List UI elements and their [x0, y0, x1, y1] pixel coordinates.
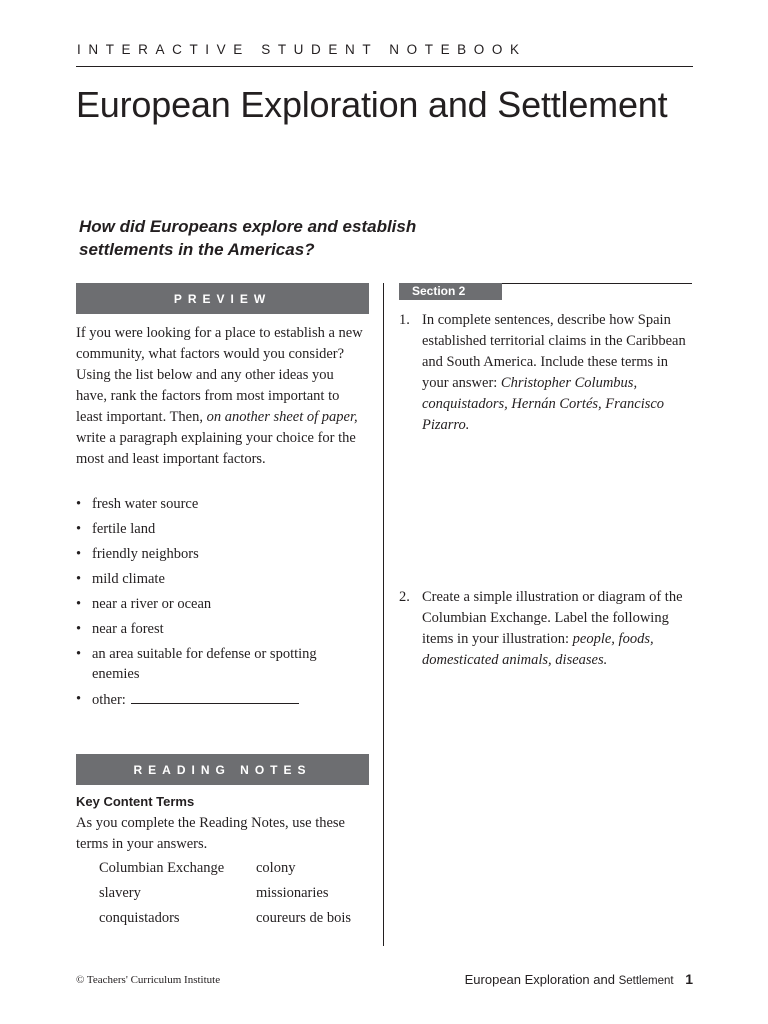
question-2 [399, 587, 692, 671]
question-terms: people, foods, domesticated animals, diseases. [422, 631, 654, 668]
key-term: colony [256, 860, 296, 876]
footer-title-main: European Exploration and [464, 972, 615, 987]
other-label: other: [92, 692, 126, 708]
footer-title-end: Settlement [618, 975, 674, 987]
notebook-kicker: INTERACTIVE STUDENT NOTEBOOK [77, 42, 527, 57]
list-item-other [76, 689, 366, 710]
list-item: • friendly neighbors [76, 544, 366, 564]
factor-list [76, 494, 366, 715]
preview-text-start: If you were looking for a place to establish a new community, what factors would you consider? Using the list below and any other ideas you have, rank the factors from most important to least important. Then, [76, 325, 363, 425]
column-divider [383, 283, 384, 946]
question-text: In complete sentences, describe how Spain established territorial claims in the Caribbean and South America. Include these terms in your answer: [422, 312, 686, 391]
key-terms-grid [99, 858, 386, 929]
key-term: coureurs de bois [256, 910, 352, 926]
essential-question: How did Europeans explore and establish settlements in the Americas? [79, 217, 417, 259]
list-item: • an area suitable for defense or spotting enemies [76, 644, 366, 684]
list-item: • near a river or ocean [76, 594, 366, 614]
preview-bar: PREVIEW [76, 283, 369, 314]
page-number: 1 [685, 971, 693, 987]
list-item: • fresh water source [76, 494, 366, 514]
copyright: © Teachers' Curriculum Institute [76, 974, 221, 986]
reading-notes-bar: READING NOTES [76, 754, 369, 785]
footer-title [465, 971, 693, 987]
key-terms-intro: As you complete the Reading Notes, use these terms in your answers. [76, 815, 345, 852]
section-tab: Section 2 [399, 283, 502, 300]
preview-text-end: write a paragraph explaining your choice for the most and least important factors. [76, 430, 356, 467]
key-term: Columbian Exchange [99, 860, 225, 876]
preview-instructions [76, 323, 366, 470]
key-term: missionaries [256, 885, 329, 901]
list-item: • mild climate [76, 569, 366, 589]
question-text: Create a simple illustration or diagram of the Columbian Exchange. Label the following items in your illustration: [422, 589, 683, 647]
question-terms: Christopher Columbus, conquistadors, Hernán Cortés, Francisco Pizarro. [422, 375, 665, 433]
list-item: • near a forest [76, 619, 366, 639]
header-rule [76, 66, 693, 67]
key-terms-heading: Key Content Terms [76, 794, 195, 809]
question-number: 1. [399, 312, 410, 328]
question-body [422, 310, 692, 436]
page-title: European Exploration and Settlement [76, 84, 668, 125]
key-term: conquistadors [99, 910, 180, 926]
question-1 [399, 310, 692, 436]
list-item: • fertile land [76, 519, 366, 539]
key-term: slavery [99, 885, 141, 901]
preview-text-emphasis: on another sheet of paper, [206, 409, 358, 425]
question-number: 2. [399, 589, 410, 605]
question-body [422, 587, 692, 671]
other-blank-line [131, 689, 299, 704]
